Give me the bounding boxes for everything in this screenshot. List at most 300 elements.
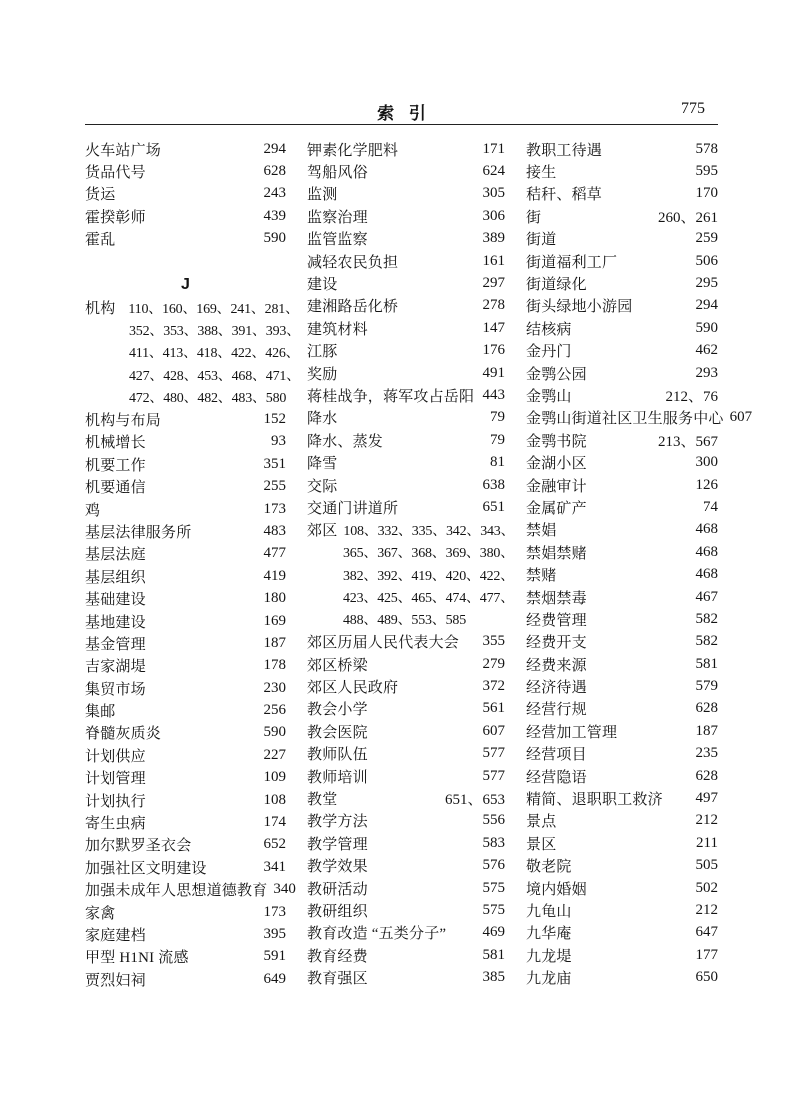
index-entry <box>526 765 718 787</box>
index-entry <box>526 429 718 451</box>
index-entry-pages: 93 <box>271 433 286 450</box>
index-entry-pages: 169 <box>263 612 286 629</box>
index-entry <box>85 834 286 856</box>
index-entry-term: 九龙堤 <box>526 948 572 965</box>
index-entry <box>526 698 718 720</box>
index-entry-pages: 607 <box>729 409 753 426</box>
index-entry-term: 郊区历届人民代表大会 <box>307 635 460 652</box>
index-entry-term: 家庭建档 <box>85 927 146 944</box>
index-entry <box>85 923 286 945</box>
index-entry <box>85 205 286 227</box>
index-entry-pages: 173 <box>263 500 286 517</box>
index-entry <box>85 228 286 250</box>
index-entry <box>526 720 718 742</box>
index-entry-pages: 628 <box>695 700 718 717</box>
index-entry-term: 机构 <box>85 301 116 318</box>
index-entry <box>526 362 718 384</box>
index-entry <box>526 496 718 518</box>
index-entry-term: 禁烟禁毒 <box>526 590 587 607</box>
index-entry-pages: 187 <box>263 634 286 651</box>
index-entry-pages: 578 <box>695 140 718 157</box>
index-entry <box>526 899 718 921</box>
index-entry <box>85 699 286 721</box>
index-entry <box>526 407 753 429</box>
index-entry-pages: 297 <box>482 275 505 292</box>
index-entry-pages: 443 <box>482 386 505 403</box>
index-entry-continuation: 427、428、453、468、471、 <box>129 368 300 384</box>
index-entry-pages: 628 <box>695 767 718 784</box>
index-columns <box>85 138 753 990</box>
index-entry-pages: 81 <box>490 454 505 471</box>
index-entry-pages: 178 <box>263 657 286 674</box>
index-entry-pages: 213、567 <box>657 433 718 450</box>
index-entry <box>85 879 296 901</box>
index-entry <box>85 183 286 205</box>
index-entry-pages: 340 <box>273 881 296 898</box>
index-entry-pages: 477 <box>263 545 286 562</box>
index-entry-term: 教研活动 <box>307 881 368 898</box>
index-entry <box>307 922 505 944</box>
index-entry-term: 降雪 <box>307 456 338 473</box>
index-entry-pages: 279 <box>482 655 505 672</box>
index-entry-pages: 355 <box>482 633 505 650</box>
index-entry-pages: 170 <box>695 185 718 202</box>
index-entry-pages: 591 <box>263 948 286 965</box>
page-number: 775 <box>681 100 705 117</box>
index-entry-term: 金属矿产 <box>526 500 587 517</box>
index-entry-term: 家禽 <box>85 905 116 922</box>
index-entry <box>307 228 505 250</box>
index-entry <box>526 205 718 227</box>
index-entry-pages: 278 <box>482 297 505 314</box>
index-entry-pages: 256 <box>263 702 286 719</box>
index-entry <box>307 832 505 854</box>
index-entry <box>307 631 505 653</box>
index-entry <box>85 475 286 497</box>
index-entry <box>307 205 505 227</box>
index-entry-pages: 582 <box>695 610 718 627</box>
index-entry-pages: 624 <box>482 163 505 180</box>
index-entry <box>526 183 718 205</box>
index-entry-term: 货运 <box>85 187 116 204</box>
index-entry-continuation: 488、489、553、585 <box>343 613 466 629</box>
index-entry-term: 金鹗山街道社区卫生服务中心 <box>526 411 724 428</box>
index-entry-term: 街道福利工厂 <box>526 254 618 271</box>
index-entry <box>85 431 286 453</box>
index-entry <box>526 787 718 809</box>
index-entry-pages: 110、160、169、241、281、 <box>128 301 299 317</box>
index-entry-pages: 109 <box>263 769 286 786</box>
index-entry-term: 街道 <box>526 232 557 249</box>
index-entry <box>526 317 718 339</box>
index-entry-term: 接生 <box>526 165 557 182</box>
index-entry-term: 基层组织 <box>85 569 146 586</box>
index-entry-term: 甲型 H1NI 流感 <box>85 950 189 967</box>
index-entry <box>307 295 505 317</box>
index-entry-term: 金鹗山 <box>526 388 572 405</box>
index-entry <box>526 474 718 496</box>
index-entry-pages: 505 <box>695 857 718 874</box>
index-entry-term: 机构与布局 <box>85 412 162 429</box>
index-entry-term: 蒋桂战争，蒋军攻占岳阳 <box>307 388 475 405</box>
index-entry-term: 教会小学 <box>307 702 368 719</box>
index-entry-term: 钾素化学肥料 <box>307 142 399 159</box>
index-entry <box>526 250 718 272</box>
index-entry-pages: 575 <box>482 879 505 896</box>
index-entry-term: 景点 <box>526 814 557 831</box>
index-entry <box>85 138 286 160</box>
index-entry <box>526 451 718 473</box>
index-entry-term: 教研组织 <box>307 903 368 920</box>
index-entry-term: 经济待遇 <box>526 680 587 697</box>
index-entry-term: 驾船风俗 <box>307 165 368 182</box>
index-entry-pages: 577 <box>482 767 505 784</box>
index-entry <box>526 944 718 966</box>
index-entry <box>526 563 718 585</box>
index-entry-pages: 419 <box>263 567 286 584</box>
index-entry-pages: 243 <box>263 185 286 202</box>
index-entry-term: 禁娼禁赌 <box>526 545 587 562</box>
index-entry-pages: 395 <box>263 925 286 942</box>
index-entry-pages: 468 <box>695 543 718 560</box>
index-entry <box>307 183 505 205</box>
index-entry-term: 霍揆彰师 <box>85 209 146 226</box>
index-entry-continuation: 352、353、388、391、393、 <box>129 323 300 339</box>
index-entry <box>526 160 718 182</box>
index-entry-pages: 372 <box>482 678 505 695</box>
index-entry-term: 金丹门 <box>526 344 572 361</box>
index-entry-pages: 462 <box>695 342 718 359</box>
index-entry <box>85 408 286 430</box>
index-entry-pages: 506 <box>695 252 718 269</box>
index-entry-pages: 294 <box>263 140 286 157</box>
index-entry-term: 街头绿地小游园 <box>526 299 633 316</box>
index-entry <box>85 296 299 318</box>
index-entry-term: 机械增长 <box>85 435 146 452</box>
index-entry-pages: 590 <box>263 230 286 247</box>
index-entry-pages: 212 <box>695 901 718 918</box>
index-entry <box>526 743 718 765</box>
index-entry-term: 经费开支 <box>526 635 587 652</box>
index-entry-pages: 341 <box>263 858 286 875</box>
index-entry-pages: 469 <box>482 924 505 941</box>
index-entry <box>526 877 718 899</box>
index-entry <box>307 966 505 988</box>
index-entry-term: 金鹗书院 <box>526 433 587 450</box>
index-entry-continuation: 411、413、418、422、426、 <box>129 346 300 362</box>
index-column <box>526 138 753 990</box>
index-entry-pages: 180 <box>263 590 286 607</box>
index-entry-term: 九龙庙 <box>526 971 572 988</box>
index-entry <box>85 565 286 587</box>
index-entry <box>307 362 505 384</box>
index-entry-pages: 294 <box>695 297 718 314</box>
index-entry <box>307 138 505 160</box>
index-entry-term: 建筑材料 <box>307 321 368 338</box>
index-entry <box>85 543 286 565</box>
index-entry-pages: 260、261 <box>657 209 718 226</box>
index-entry-pages: 638 <box>482 476 505 493</box>
index-entry <box>85 744 286 766</box>
index-entry-pages: 651 <box>482 498 505 515</box>
index-entry-pages: 300 <box>695 454 718 471</box>
index-entry-pages: 259 <box>695 230 718 247</box>
index-entry-pages: 227 <box>263 746 286 763</box>
page-title: 索 引 <box>377 104 428 123</box>
index-entry <box>85 632 286 654</box>
index-entry-pages: 108、332、335、342、343、 <box>343 523 515 539</box>
index-entry-pages: 79 <box>490 431 505 448</box>
index-entry-pages: 306 <box>482 207 505 224</box>
index-entry-term: 减轻农民负担 <box>307 254 399 271</box>
index-entry <box>526 855 718 877</box>
index-entry-term: 货品代号 <box>85 165 146 182</box>
index-entry-term: 监察治理 <box>307 209 368 226</box>
index-entry <box>526 586 718 608</box>
index-entry-term: 霍乱 <box>85 232 116 249</box>
index-entry-term: 交通门讲道所 <box>307 500 399 517</box>
index-entry-pages: 152 <box>263 410 286 427</box>
index-entry-term: 教师队伍 <box>307 747 368 764</box>
index-entry <box>307 451 505 473</box>
index-entry-pages: 467 <box>695 588 718 605</box>
index-entry-term: 郊区人民政府 <box>307 680 399 697</box>
index-entry-pages: 576 <box>482 857 505 874</box>
index-entry-pages: 305 <box>482 185 505 202</box>
index-entry-term: 基地建设 <box>85 614 146 631</box>
index-entry-term: 教育改造 “五类分子” <box>307 926 447 943</box>
index-entry-term: 禁娼 <box>526 523 557 540</box>
index-entry-term: 计划供应 <box>85 748 146 765</box>
index-entry <box>307 944 505 966</box>
index-entry-term: 监管监察 <box>307 232 368 249</box>
index-entry-term: 集邮 <box>85 704 116 721</box>
index-entry-pages: 212 <box>695 812 718 829</box>
index-entry <box>85 901 286 923</box>
index-entry-pages: 651、653 <box>444 792 505 809</box>
index-entry-term: 郊区 <box>307 523 338 540</box>
index-entry-pages: 497 <box>695 790 718 807</box>
index-entry <box>85 856 286 878</box>
index-entry <box>307 429 505 451</box>
header-rule <box>85 124 718 125</box>
index-entry <box>85 498 286 520</box>
index-entry-term: 基础建设 <box>85 592 146 609</box>
index-entry-pages: 174 <box>263 814 286 831</box>
index-entry <box>526 138 718 160</box>
index-entry-term: 九华庵 <box>526 926 572 943</box>
index-entry <box>526 810 718 832</box>
index-entry-term: 脊髓灰质炎 <box>85 726 162 743</box>
index-entry <box>85 587 286 609</box>
index-entry-pages: 126 <box>695 476 718 493</box>
index-entry-term: 经营加工管理 <box>526 724 618 741</box>
index-entry <box>526 519 718 541</box>
index-entry-term: 经营行规 <box>526 702 587 719</box>
index-entry <box>85 655 286 677</box>
index-entry-term: 街道绿化 <box>526 277 587 294</box>
index-entry-pages: 74 <box>703 498 718 515</box>
index-entry-term: 教会医院 <box>307 724 368 741</box>
index-entry <box>85 722 286 744</box>
index-entry-pages: 173 <box>263 903 286 920</box>
index-entry-pages: 187 <box>695 722 718 739</box>
index-entry <box>307 474 505 496</box>
index-entry <box>526 922 718 944</box>
index-entry-pages: 581 <box>695 655 718 672</box>
index-entry <box>307 877 505 899</box>
index-entry-term: 吉家湖堤 <box>85 659 146 676</box>
index-entry <box>526 631 718 653</box>
index-entry-term: 精简、退职职工救济 <box>526 792 663 809</box>
index-entry <box>307 787 505 809</box>
index-entry-pages: 171 <box>482 140 505 157</box>
index-entry-pages: 211 <box>696 834 718 851</box>
index-entry <box>526 272 718 294</box>
index-entry <box>526 541 718 563</box>
index-entry-term: 教学效果 <box>307 859 368 876</box>
index-entry-term: 基金管理 <box>85 636 146 653</box>
index-entry <box>526 675 718 697</box>
index-entry <box>85 160 286 182</box>
index-entry-term: 经费管理 <box>526 612 587 629</box>
index-entry-term: 景区 <box>526 836 557 853</box>
index-entry-term: 经营隐语 <box>526 769 587 786</box>
index-entry-pages: 79 <box>490 409 505 426</box>
index-entry <box>526 966 718 988</box>
index-entry <box>307 653 505 675</box>
index-entry-term: 鸡 <box>85 502 101 519</box>
index-entry <box>307 317 505 339</box>
index-entry <box>307 743 505 765</box>
index-entry-pages: 595 <box>695 163 718 180</box>
index-entry-term: 秸秆、稻草 <box>526 187 603 204</box>
index-entry-term: 降水、蒸发 <box>307 433 384 450</box>
index-entry-pages: 561 <box>482 700 505 717</box>
index-entry-pages: 577 <box>482 745 505 762</box>
index-entry <box>307 519 515 541</box>
index-entry-term: 交际 <box>307 478 338 495</box>
index-entry <box>85 677 286 699</box>
index-entry <box>526 340 718 362</box>
index-entry-term: 加强未成年人思想道德教育 <box>85 883 268 900</box>
index-entry-continuation: 382、392、419、420、422、 <box>343 568 514 584</box>
index-entry <box>526 384 718 406</box>
index-entry-term: 基层法庭 <box>85 547 146 564</box>
index-entry-term: 教堂 <box>307 792 338 809</box>
index-entry-pages: 176 <box>482 342 505 359</box>
index-entry-term: 机要通信 <box>85 480 146 497</box>
index-entry-pages: 230 <box>263 679 286 696</box>
index-entry-pages: 295 <box>695 275 718 292</box>
index-entry-term: 教学管理 <box>307 836 368 853</box>
index-entry-pages: 652 <box>263 836 286 853</box>
index-entry <box>307 855 505 877</box>
index-entry-continuation: 423、425、465、474、477、 <box>343 591 514 606</box>
index-entry <box>307 250 505 272</box>
index-entry <box>307 810 505 832</box>
index-entry-term: 寄生虫病 <box>85 816 146 833</box>
index-entry <box>526 295 718 317</box>
index-entry <box>526 228 718 250</box>
index-entry <box>307 720 505 742</box>
index-entry <box>85 453 286 475</box>
index-entry <box>85 610 286 632</box>
index-entry-term: 经费来源 <box>526 657 587 674</box>
index-entry-pages: 439 <box>263 207 286 224</box>
index-entry-term: 集贸市场 <box>85 681 146 698</box>
index-entry-pages: 108 <box>263 791 286 808</box>
index-entry-term: 金湖小区 <box>526 456 587 473</box>
index-entry-pages: 590 <box>695 319 718 336</box>
index-column <box>85 138 300 990</box>
index-entry-pages: 235 <box>695 745 718 762</box>
index-entry-pages: 255 <box>263 478 286 495</box>
index-entry-pages: 468 <box>695 521 718 538</box>
index-entry-pages: 647 <box>695 924 718 941</box>
index-entry-pages: 389 <box>482 230 505 247</box>
index-entry-term: 建湘路岳化桥 <box>307 299 399 316</box>
index-entry-term: 九龟山 <box>526 903 572 920</box>
index-entry-term: 机要工作 <box>85 457 146 474</box>
index-entry-pages: 147 <box>482 319 505 336</box>
index-entry <box>307 765 505 787</box>
index-entry <box>526 608 718 630</box>
index-entry-term: 加尔默罗圣衣会 <box>85 838 192 855</box>
index-entry <box>526 653 718 675</box>
index-entry-term: 奖励 <box>307 366 338 383</box>
index-entry <box>307 407 505 429</box>
index-entry-pages: 161 <box>482 252 505 269</box>
index-entry <box>85 789 286 811</box>
index-entry-pages: 583 <box>482 834 505 851</box>
index-entry-pages: 293 <box>695 364 718 381</box>
index-entry-pages: 502 <box>695 879 718 896</box>
index-entry <box>526 832 718 854</box>
index-entry-term: 贾烈妇祠 <box>85 972 146 989</box>
index-entry-term: 教师培训 <box>307 769 368 786</box>
index-entry-pages: 581 <box>482 946 505 963</box>
index-entry-pages: 607 <box>482 722 505 739</box>
index-entry <box>307 496 505 518</box>
index-entry <box>85 767 286 789</box>
index-entry-term: 火车站广场 <box>85 142 162 159</box>
index-entry-pages: 468 <box>695 566 718 583</box>
index-column <box>307 138 515 990</box>
index-entry-term: 建设 <box>307 277 338 294</box>
index-entry-term: 教育经费 <box>307 948 368 965</box>
index-entry-term: 禁赌 <box>526 568 557 585</box>
index-entry <box>85 968 286 990</box>
index-entry-pages: 582 <box>695 633 718 650</box>
index-entry-pages: 649 <box>263 970 286 987</box>
index-entry-term: 计划执行 <box>85 793 146 810</box>
index-entry-term: 江豚 <box>307 344 338 361</box>
index-entry-pages: 556 <box>482 812 505 829</box>
index-entry <box>85 520 286 542</box>
index-entry-term: 街 <box>526 209 542 226</box>
index-entry <box>307 340 505 362</box>
index-entry-term: 加强社区文明建设 <box>85 860 207 877</box>
index-entry <box>307 160 505 182</box>
index-entry-term: 监测 <box>307 187 338 204</box>
index-entry-pages: 491 <box>482 364 505 381</box>
index-entry <box>85 811 286 833</box>
index-entry <box>307 899 505 921</box>
index-entry-term: 教育强区 <box>307 971 368 988</box>
index-entry <box>307 675 505 697</box>
index-entry <box>307 384 505 406</box>
